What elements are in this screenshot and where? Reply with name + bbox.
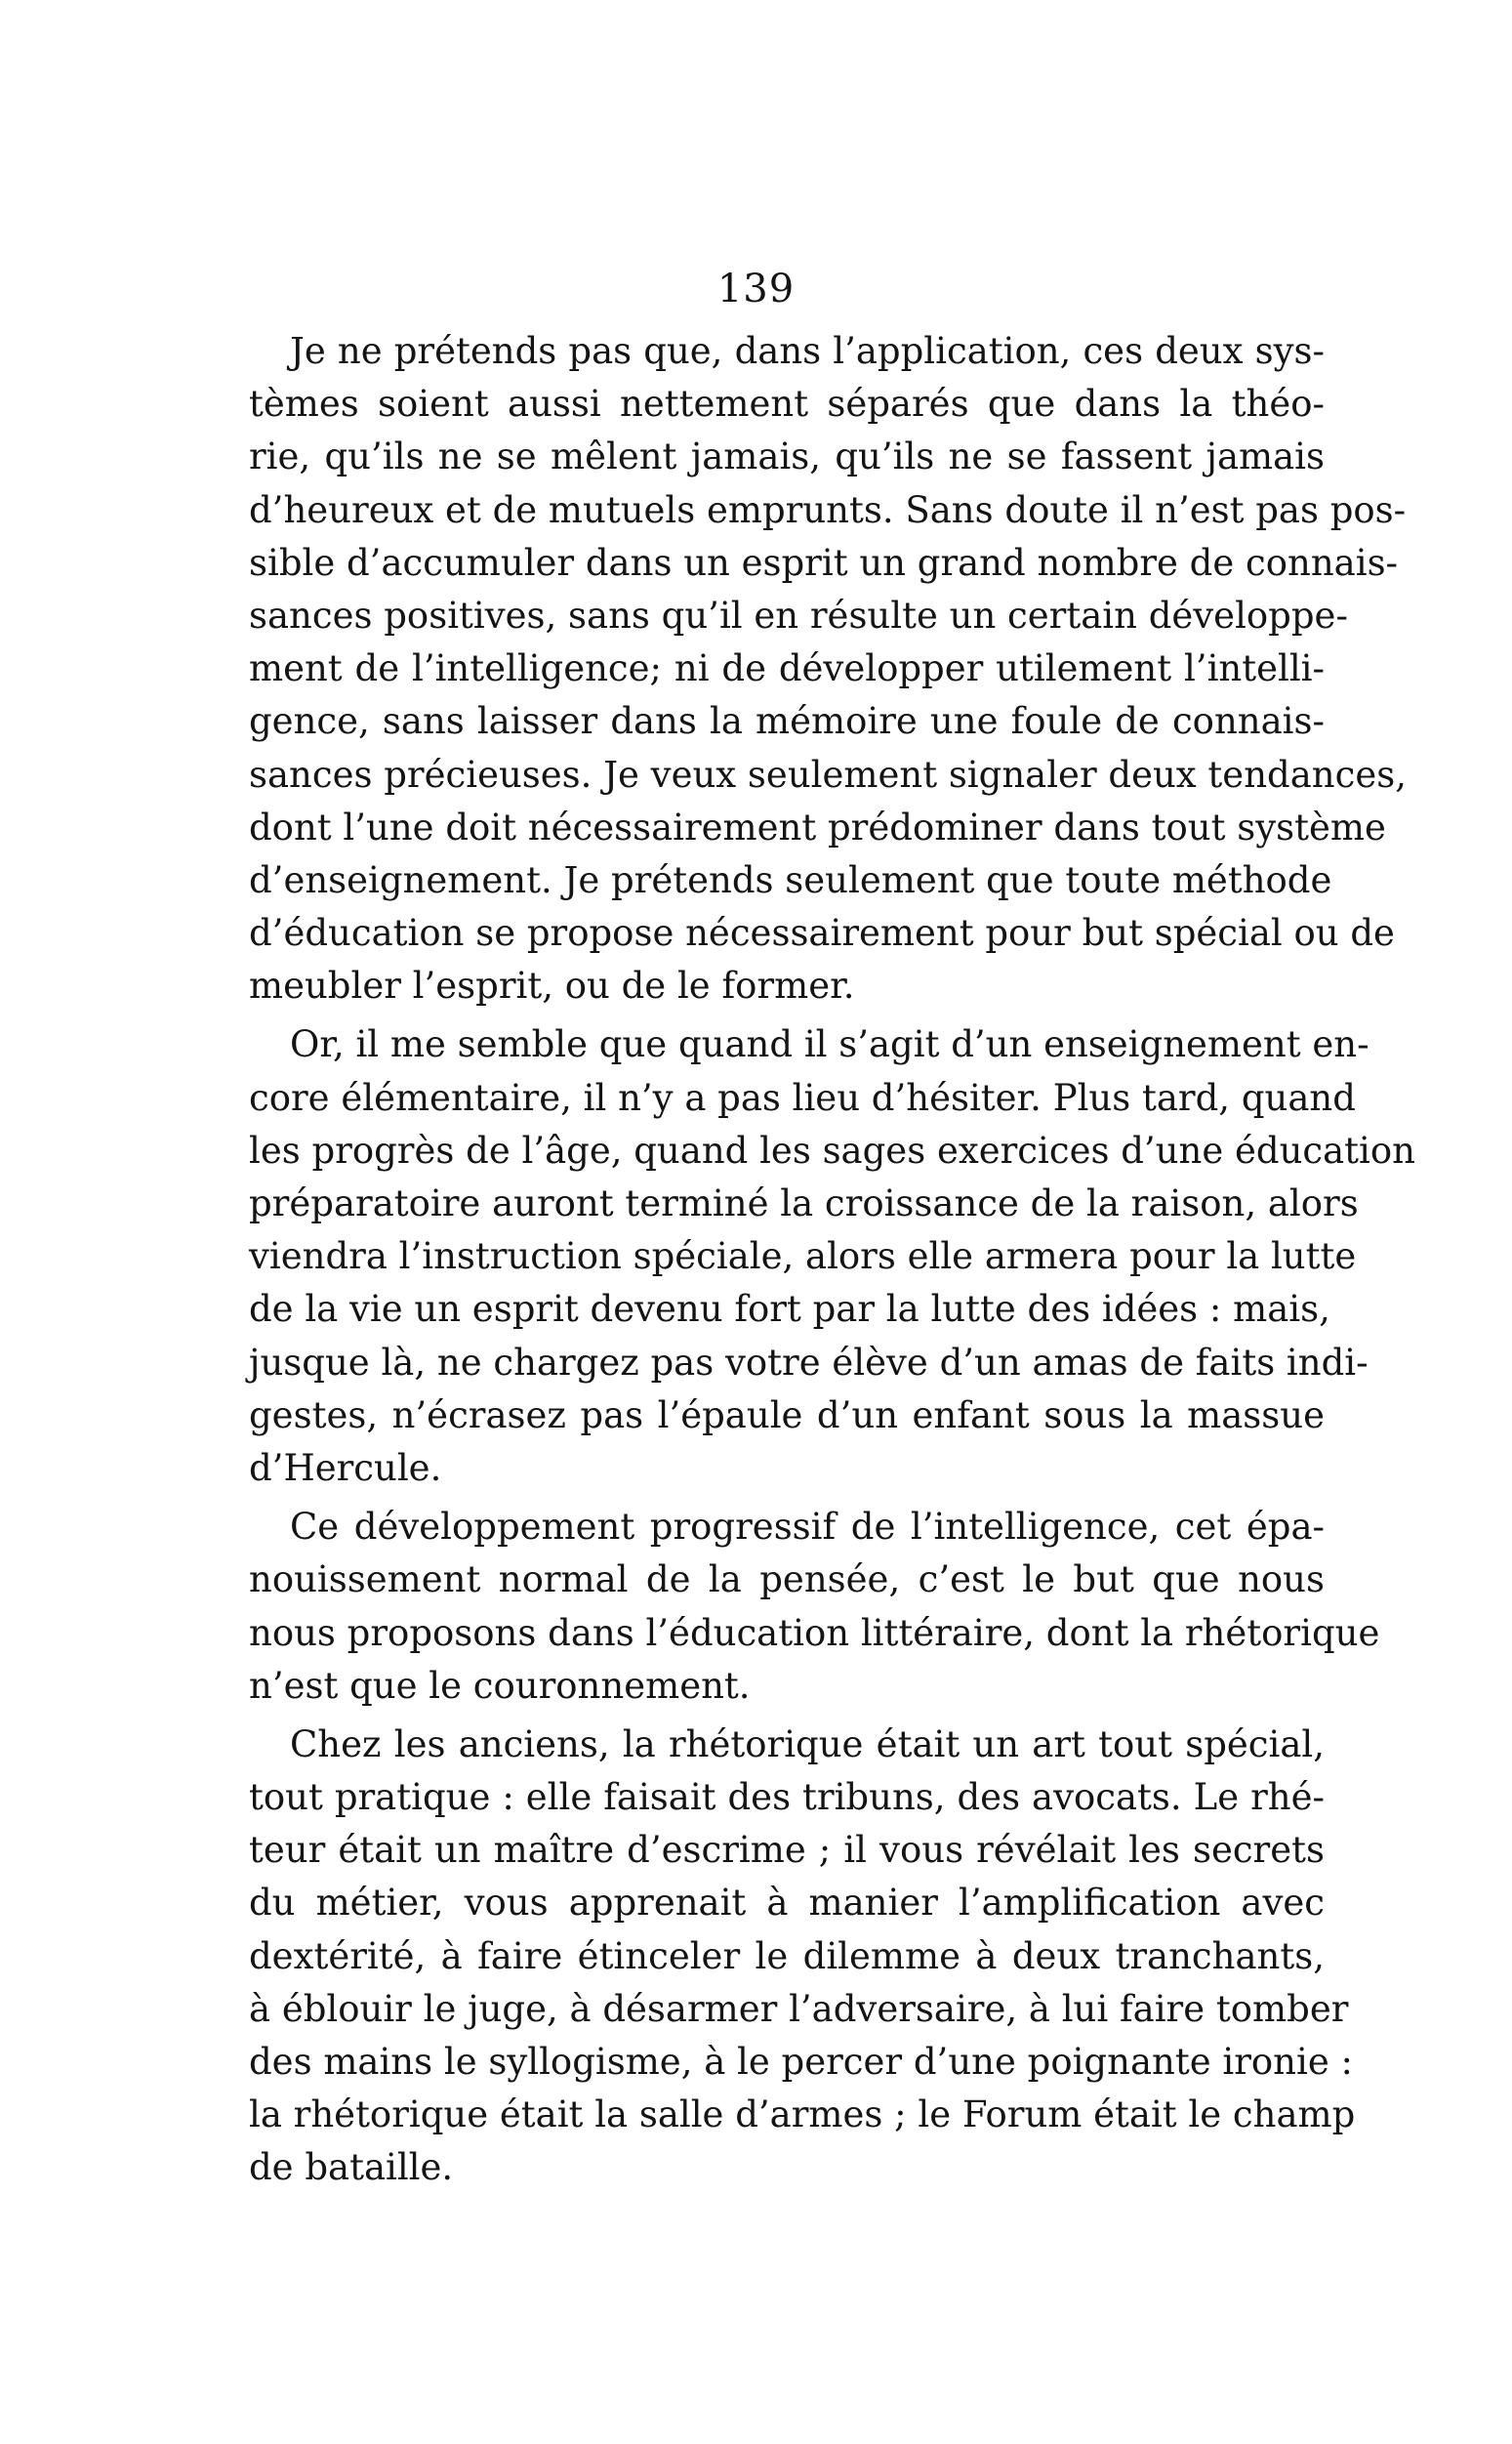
text-line: dont l’une doit nécessairement prédominer dans tout système [249,806,1386,849]
text-line: sances précieuses. Je veux seulement signaler deux tendances, [249,753,1407,796]
text-line: sances positives, sans qu’il en résulte un certain développe- [249,594,1348,637]
text-line: les progrès de l’âge, quand les sages exercices d’une éducation [249,1129,1415,1172]
text-line: tèmes soient aussi nettement séparés que dans la théo- [249,383,1325,426]
text-line: Chez les anciens, la rhétorique était un art tout spécial, [290,1722,1325,1765]
text-line: de bataille. [249,2146,454,2189]
paragraph-3 [249,1501,1380,1713]
text-line: d’heureux et de mutuels emprunts. Sans doute il n’est pas pos- [249,488,1407,531]
text-line: Ce développement progressif de l’intelligence, cet épa- [290,1506,1325,1549]
text-line: d’éducation se propose nécessairement pour but spécial ou de [249,912,1395,955]
paragraph-2 [249,1018,1415,1495]
text-line: sible d’accumuler dans un esprit un grand nombre de connais- [249,541,1399,584]
text-line: jusque là, ne chargez pas votre élève d’un amas de faits indi- [249,1341,1369,1384]
text-line: rie, qu’ils ne se mêlent jamais, qu’ils ne se fassent jamais [249,435,1325,478]
text-line: gence, sans laisser dans la mémoire une foule de connais- [249,700,1325,743]
text-line: d’Hercule. [249,1446,442,1489]
page-number: 139 [716,267,796,311]
body-text [249,325,1415,2201]
text-line: dextérité, à faire étinceler le dilemme à deux tranchants, [249,1934,1325,1977]
text-line: préparatoire auront terminé la croissance de la raison, alors [249,1182,1359,1224]
text-line: du métier, vous apprenait à manier l’amplification avec [249,1882,1325,1925]
text-line: meubler l’esprit, ou de le former. [249,965,855,1008]
paragraph-1 [249,325,1407,1013]
text-line: la rhétorique était la salle d’armes ; le Forum était le champ [249,2093,1356,2136]
text-line: nouissement normal de la pensée, c’est le but que nous [249,1558,1325,1601]
text-line: ment de l’intelligence; ni de développer utilement l’intelli- [249,647,1325,690]
text-line: core élémentaire, il n’y a pas lieu d’hésiter. Plus tard, quand [249,1076,1356,1119]
text-line: nous proposons dans l’éducation littéraire, dont la rhétorique [249,1611,1380,1654]
text-line: tout pratique : elle faisait des tribuns, des avocats. Le rhé- [249,1776,1325,1819]
text-line: viendra l’instruction spéciale, alors elle armera pour la lutte [249,1235,1357,1278]
text-line: n’est que le couronnement. [249,1664,751,1707]
text-line: gestes, n’écrasez pas l’épaule d’un enfant sous la massue [249,1393,1325,1436]
text-line: des mains le syllogisme, à le percer d’une poignante ironie : [249,2041,1353,2083]
paragraph-4 [249,1719,1356,2195]
text-line: de la vie un esprit devenu fort par la lutte des idées : mais, [249,1288,1330,1331]
text-line: à éblouir le juge, à désarmer l’adversaire, à lui faire tomber [249,1987,1349,2030]
text-line: d’enseignement. Je prétends seulement que toute méthode [249,858,1332,901]
text-line: Or, il me semble que quand il s’agit d’un enseignement en- [290,1023,1369,1066]
text-line: Je ne prétends pas que, dans l’application, ces deux sys- [290,330,1325,372]
text-line: teur était un maître d’escrime ; il vous révélait les secrets [249,1829,1325,1872]
